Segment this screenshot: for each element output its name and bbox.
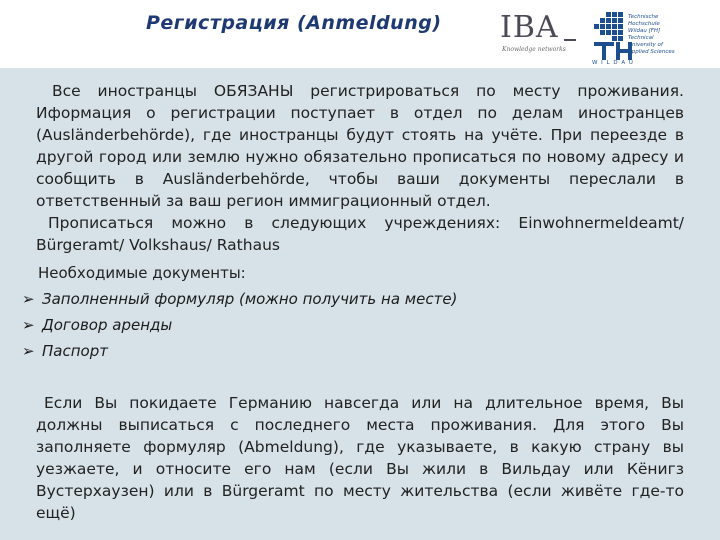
iba-logo	[500, 12, 582, 56]
iba-logo-text: IBA	[500, 10, 559, 45]
arrow-bullet-icon: ➢	[22, 290, 35, 308]
iba-logo-subtitle: Knowledge networks	[502, 46, 566, 53]
registration-paragraph: Все иностранцы ОБЯЗАНЫ регистрироваться по месту проживания. Иформация о регистрации поступает в отдел по делам иностранцев (Ausländerbehörde), где иностранцы будут стоять на учёте. При переезде в другой город или землю нужно обязательно прописаться по новому адресу и сообщить в Ausländerbehörde, чтобы ваши документы переслали в ответственный за ваш регион иммиграционный отдел.	[36, 82, 684, 210]
arrow-bullet-icon: ➢	[22, 342, 35, 360]
list-item: ➢ Договор аренды	[22, 312, 702, 338]
registration-offices-paragraph: Прописаться можно в следующих учреждениях: Einwohnermeldeamt/ Bürgeramt/ Volkshaus/ Rathaus	[36, 214, 684, 254]
list-item: ➢ Паспорт	[22, 338, 702, 364]
arrow-bullet-icon: ➢	[22, 316, 35, 334]
th-wildau-logo-text: Technische Hochschule Wildau [FH] Technical University of Applied Sciences	[628, 14, 675, 55]
documents-heading: Необходимые документы:	[38, 264, 246, 282]
slide-header	[0, 0, 720, 68]
th-wildau-logo-mark: W I L D A U	[592, 60, 634, 66]
list-item: ➢ Заполненный формуляр (можно получить на месте)	[22, 286, 702, 312]
deregistration-paragraph: Если Вы покидаете Германию навсегда или на длительное время, Вы должны выписаться с последнего места проживания. Для этого Вы заполняете формуляр (Abmeldung), где указываете, в какую страну вы уезжаете, и относите его нам (если Вы жили в Вильдау или Кёнигз Вустерхаузен) или в Bürgeramt по месту жительства (если живёте где-то ещё)	[36, 394, 684, 522]
documents-list	[22, 286, 702, 364]
page-title: Регистрация (Anmeldung)	[146, 12, 442, 34]
th-wildau-logo	[592, 10, 688, 66]
iba-logo-underline	[564, 39, 576, 41]
